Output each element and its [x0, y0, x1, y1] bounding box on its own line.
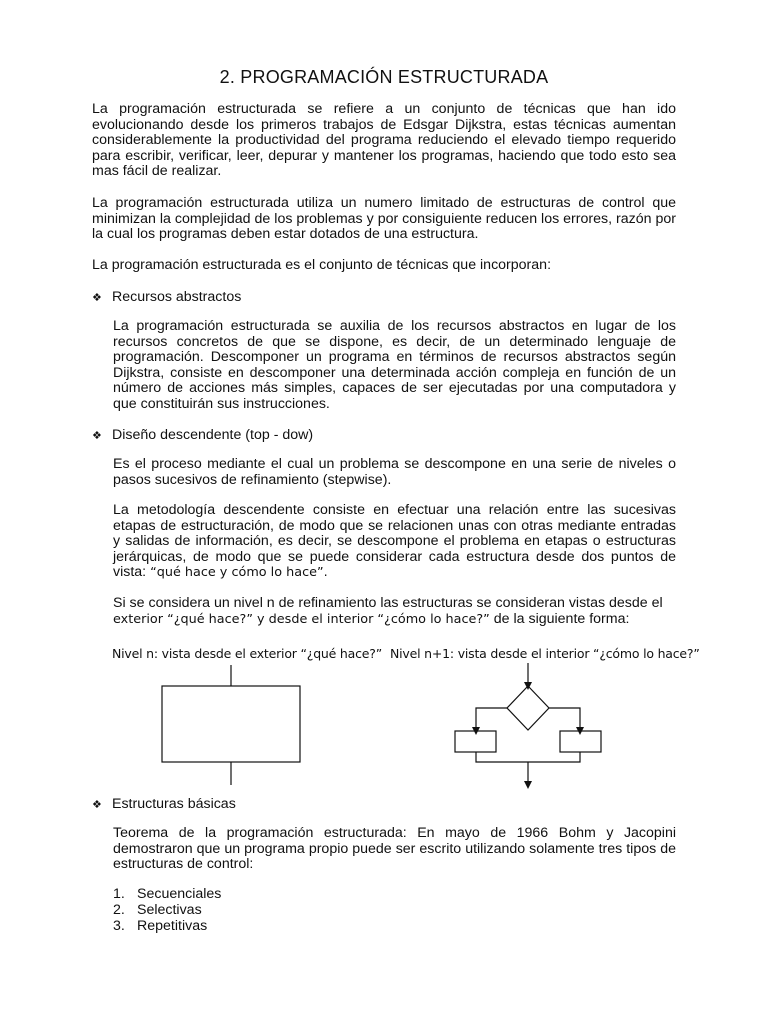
page-title: 2. PROGRAMACIÓN ESTRUCTURADA	[219, 67, 549, 87]
diseno-paragraph-2-text: La metodología descendente consiste en efectuar una relación entre las sucesivas etapas de estructuración, de modo que se relacionen unas con otras mediante entradas y salidas de información, es decir, se descompone el problema en etapas o estructuras jerárquicas, de modo que se puede considerar cada estructura desde dos puntos de vista:	[113, 502, 676, 581]
diseno-paragraph-3-b: exterior “¿qué hace?” y desde el interior “¿cómo lo hace?”	[113, 611, 490, 627]
list-item: 2. Selectivas	[113, 902, 202, 918]
intro-paragraph-3: La programación estructurada es el conjunto de técnicas que incorporan:	[92, 257, 552, 273]
intro-paragraph-2: La programación estructurada utiliza un numero limitado de estructuras de control que minimizan la complejidad de los problemas y por consiguiente reducen los errores, razón por la cual los programas deben estar dotados de una estructura.	[92, 195, 676, 243]
recursos-paragraph: La programación estructurada se auxilia de los recursos abstractos en lugar de los recursos concretos de que se dispone, es decir, de un determinado lenguaje de programación. Descomponer un programa en términos de recursos abstractos según Dijkstra, consiste en descomponer una determinada acción compleja en función de un número de acciones más simples, capaces de ser ejecutadas por una computadora y que constituirán sus instrucciones.	[113, 318, 676, 412]
diamond-bullet-icon: ❖	[92, 799, 102, 811]
estructuras-heading: Estructuras básicas	[112, 796, 236, 812]
left-process-box	[455, 731, 496, 752]
list-item: 3. Repetitivas	[113, 918, 208, 934]
level-n-box	[162, 686, 300, 762]
right-branch-arrow	[549, 708, 580, 731]
diagram-level-n1	[455, 663, 601, 785]
diagram-level-n	[162, 665, 300, 785]
merge-line	[476, 752, 580, 762]
intro-paragraph-1: La programación estructurada se refiere a un conjunto de técnicas que han ido evolucionando desde los primeros trabajos de Edsgar Dijkstra, estas técnicas aumentan considerablemente la productividad del programa reduciendo el elevado tiempo requerido para escribir, verificar, leer, depurar y mantener los programas, haciendo que todo esto sea mas fácil de realizar.	[92, 101, 676, 180]
diseno-heading: Diseño descendente (top - dow)	[112, 427, 314, 443]
list-item: 1. Secuenciales	[113, 886, 222, 902]
diagram-label-left: Nivel n: vista desde el exterior “¿qué hace?”	[112, 646, 382, 661]
diagram-label-right: Nivel n+1: vista desde el interior “¿cómo lo hace?”	[390, 646, 700, 661]
diseno-paragraph-3-a: Si se considera un nivel n de refinamiento las estructuras se consideran vistas desde el	[113, 595, 663, 611]
diseno-paragraph-1: Es el proceso mediante el cual un problema se descompone en una serie de niveles o pasos sucesivos de refinamiento (stepwise).	[113, 456, 676, 488]
diseno-paragraph-3-c: de la siguiente forma:	[493, 610, 630, 627]
bullet-estructuras	[92, 796, 236, 813]
diseno-paragraph-2-quote: “qué hace y cómo lo hace”.	[150, 565, 328, 581]
left-branch-arrow	[476, 708, 507, 731]
estructuras-paragraph: Teorema de la programación estructurada: En mayo de 1966 Bohm y Jacopini demostraron que un programa propio puede ser escrito utilizando solamente tres tipos de estructuras de control:	[113, 825, 676, 873]
decision-diamond	[507, 686, 549, 730]
right-process-box	[560, 731, 601, 752]
control-structures-list	[113, 886, 221, 934]
diamond-bullet-icon: ❖	[92, 292, 102, 304]
diamond-bullet-icon: ❖	[92, 430, 102, 442]
recursos-heading: Recursos abstractos	[112, 289, 242, 305]
